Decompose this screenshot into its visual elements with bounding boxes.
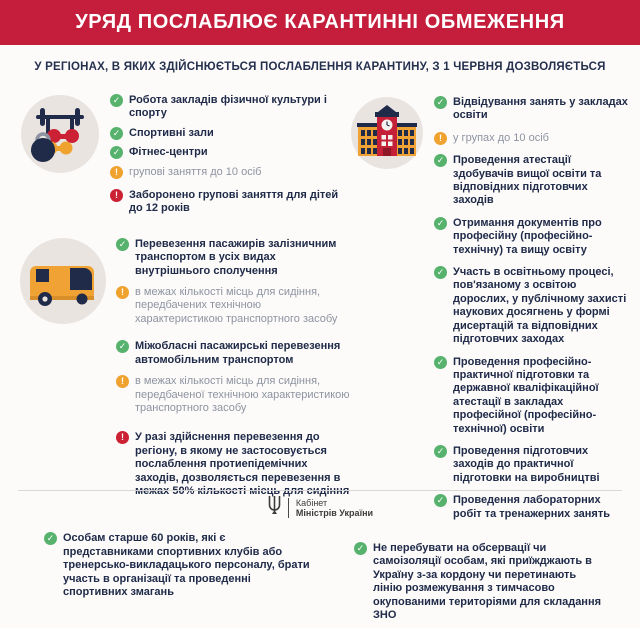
header-banner [0,0,640,45]
item-text: групові заняття до 10 осіб [129,165,262,178]
page-title: УРЯД ПОСЛАБЛЮЄ КАРАНТИННІ ОБМЕЖЕННЯ [75,11,565,33]
education-items [434,96,630,530]
item-text: в межах кількості місць для сидіння, передбаченої технічною характеристикою транспортного засобу [135,375,350,414]
item-text: у групах до 10 осіб [453,131,549,144]
item-text: Проведення атестації здобувачів вищої освіти та відповідних підготовчих заходів [453,154,602,207]
list-item [434,132,630,145]
item-text: Спортивні зали [129,126,214,139]
list-item [110,94,350,121]
item-text: Фітнес-центри [129,146,208,159]
check-icon: ✓ [110,127,123,140]
list-item [434,217,630,257]
list-item [110,189,350,216]
list-item [116,340,350,367]
transport-items [116,238,350,507]
check-icon: ✓ [434,445,447,458]
sports-items [110,94,350,222]
warning-icon: ! [116,286,129,299]
list-item [354,542,601,622]
item-text: Проведення професійно-практичної підготовки та державної кваліфікаційної атестації в закладах професійної (професійно-технічної) освіти [453,355,599,435]
check-icon: ✓ [116,238,129,251]
item-text: Відвідування занять у закладах освіти [453,96,628,122]
check-icon: ✓ [434,356,447,369]
check-icon: ✓ [110,94,123,107]
list-item [110,146,350,159]
list-item [116,375,350,415]
check-icon: ✓ [354,542,367,555]
item-text: Проведення підготовчих заходів до практичної підготовки на виробництві [453,444,600,484]
forbidden-icon: ! [116,431,129,444]
list-item [116,431,350,498]
item-text: У разі здійснення перевезення до регіону, в якому не застосовується послаблення протиепідемічних заходів, дозволяється перевезення в межах 50% кількості місць для сидіння [135,431,350,497]
section-transport [20,238,350,507]
school-icon [350,96,424,175]
list-item [116,238,350,278]
page-subtitle: У РЕГІОНАХ, В ЯКИХ ЗДІЙСНЮЄТЬСЯ ПОСЛАБЛЕННЯ КАРАНТИНУ, З 1 ЧЕРВНЯ ДОЗВОЛЯЄТЬСЯ [34,60,606,73]
org-name-line1: Кабінет [295,497,328,508]
check-icon: ✓ [434,217,447,230]
forbidden-icon: ! [110,189,123,202]
check-icon: ✓ [434,266,447,279]
item-text: Міжобласні пасажирські перевезення автомобільним транспортом [135,340,341,366]
list-item [110,127,350,140]
item-text: Заборонено групові заняття для дітей до 12 років [129,189,339,215]
list-item [110,166,350,179]
section-sports [20,94,350,222]
section-seniors [44,532,350,605]
check-icon: ✓ [44,532,57,545]
warning-icon: ! [116,375,129,388]
item-text: Робота закладів фізичної культури і спорту [129,94,327,120]
item-text: Проведення лабораторних робіт та тренажерних занять [453,494,611,520]
check-icon: ✓ [434,154,447,167]
list-item [44,532,311,599]
list-item [434,445,630,485]
bus-icon [20,238,106,329]
check-icon: ✓ [434,494,447,507]
trident-icon [267,495,282,520]
list-item [116,286,350,326]
item-text: Перевезення пасажирів залізничним транспортом в усіх видах внутрішнього сполучення [135,237,337,277]
item-text: Участь в освітньому процесі, пов'язаному з освітою дорослих, у публічному захисті наукових досягнень у формі дисертацій та відповідних підготовчих заходах [453,266,627,346]
warning-icon: ! [434,132,447,145]
org-name-line2: Міністрів України [295,507,374,518]
section-education [350,96,630,530]
warning-icon: ! [110,166,123,179]
footer [18,490,622,524]
subtitle-bar [0,45,640,88]
check-icon: ✓ [110,146,123,159]
right-column [350,88,630,621]
check-icon: ✓ [116,340,129,353]
list-item [434,96,630,123]
list-item [434,266,630,346]
item-text: Не перебувати на обсервації чи самоізоляції особам, які приїжджають в Україну з-за кордону чи перетинають лінію розмежування з тимчасово окупованими територіями для складання ЗНО [373,541,602,621]
check-icon: ✓ [434,96,447,109]
section-zno [354,542,630,628]
item-text: в межах кількості місць для сидіння, передбачених технічною характеристикою транспортного засобу [135,286,338,325]
list-item [434,356,630,436]
list-item [434,154,630,208]
footer-divider [288,498,289,518]
item-text: Отримання документів про професійну (професійно-технічну) та вищу освіту [453,216,602,256]
gym-equipment-icon [20,94,100,179]
item-text: Особам старше 60 років, які є представниками спортивних клубів або тренерсько-викладацького персоналу, брати участь в організації та проведенні спортивних змагань [63,532,310,598]
